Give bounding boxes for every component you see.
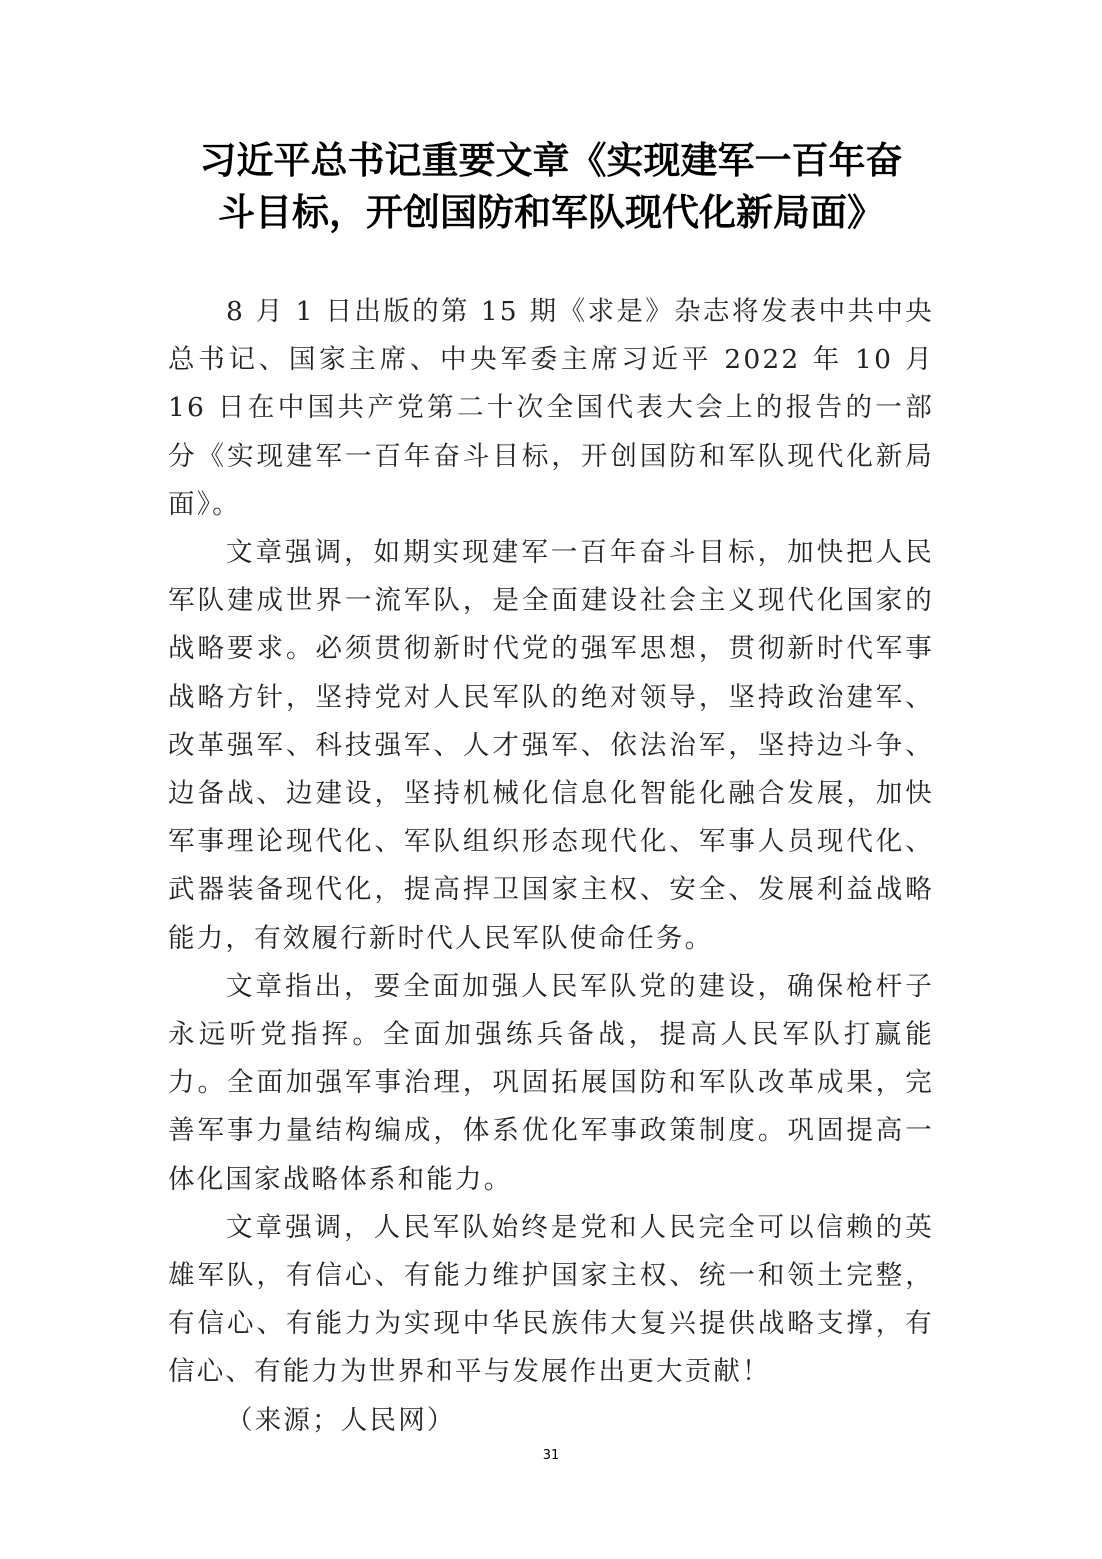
article-title-line-2: 斗目标，开创国防和军队现代化新局面》 — [218, 190, 884, 234]
paragraph-publication-notice: 8 月 1 日出版的第 15 期《求是》杂志将发表中共中央总书记、国家主席、中央军委主席习近平 2022 年 10 月 16 日在中国共产党第二十次全国代表大会上的报告的一部分《实现建军一百年奋斗目标，开创国防和军队现代化新局面》。 — [168, 296, 934, 520]
page-number: 31 — [542, 1448, 560, 1463]
paragraph-party-building: 文章指出，要全面加强人民军队党的建设，确保枪杆子永远听党指挥。全面加强练兵备战，提高人民军队打赢能力。全面加强军事治理，巩固拓展国防和军队改革成果，完善军事力量结构编成，体系优化军事政策制度。巩固提高一体化国家战略体系和能力。 — [168, 970, 934, 1195]
paragraph-trusted-army: 文章强调，人民军队始终是党和人民完全可以信赖的英雄军队，有信心、有能力维护国家主权、统一和领土完整，有信心、有能力为实现中华民族伟大复兴提供战略支撑，有信心、有能力为世界和平与发展作出更大贡献！ — [168, 1211, 934, 1388]
article-title-line-1: 习近平总书记重要文章《实现建军一百年奋 — [199, 138, 903, 182]
article-title — [150, 134, 952, 238]
article-body — [168, 288, 934, 1445]
source-note: （来源；人民网） — [226, 1404, 456, 1436]
paragraph-strategic-requirement: 文章强调，如期实现建军一百年奋斗目标，加快把人民军队建成世界一流军队，是全面建设社会主义现代化国家的战略要求。必须贯彻新时代党的强军思想，贯彻新时代军事战略方针，坚持党对人民军队的绝对领导，坚持政治建军、改革强军、科技强军、人才强军、依法治军，坚持边斗争、边备战、边建设，坚持机械化信息化智能化融合发展，加快军事理论现代化、军队组织形态现代化、军事人员现代化、武器装备现代化，提高捍卫国家主权、安全、发展利益战略能力，有效履行新时代人民军队使命任务。 — [168, 537, 934, 954]
